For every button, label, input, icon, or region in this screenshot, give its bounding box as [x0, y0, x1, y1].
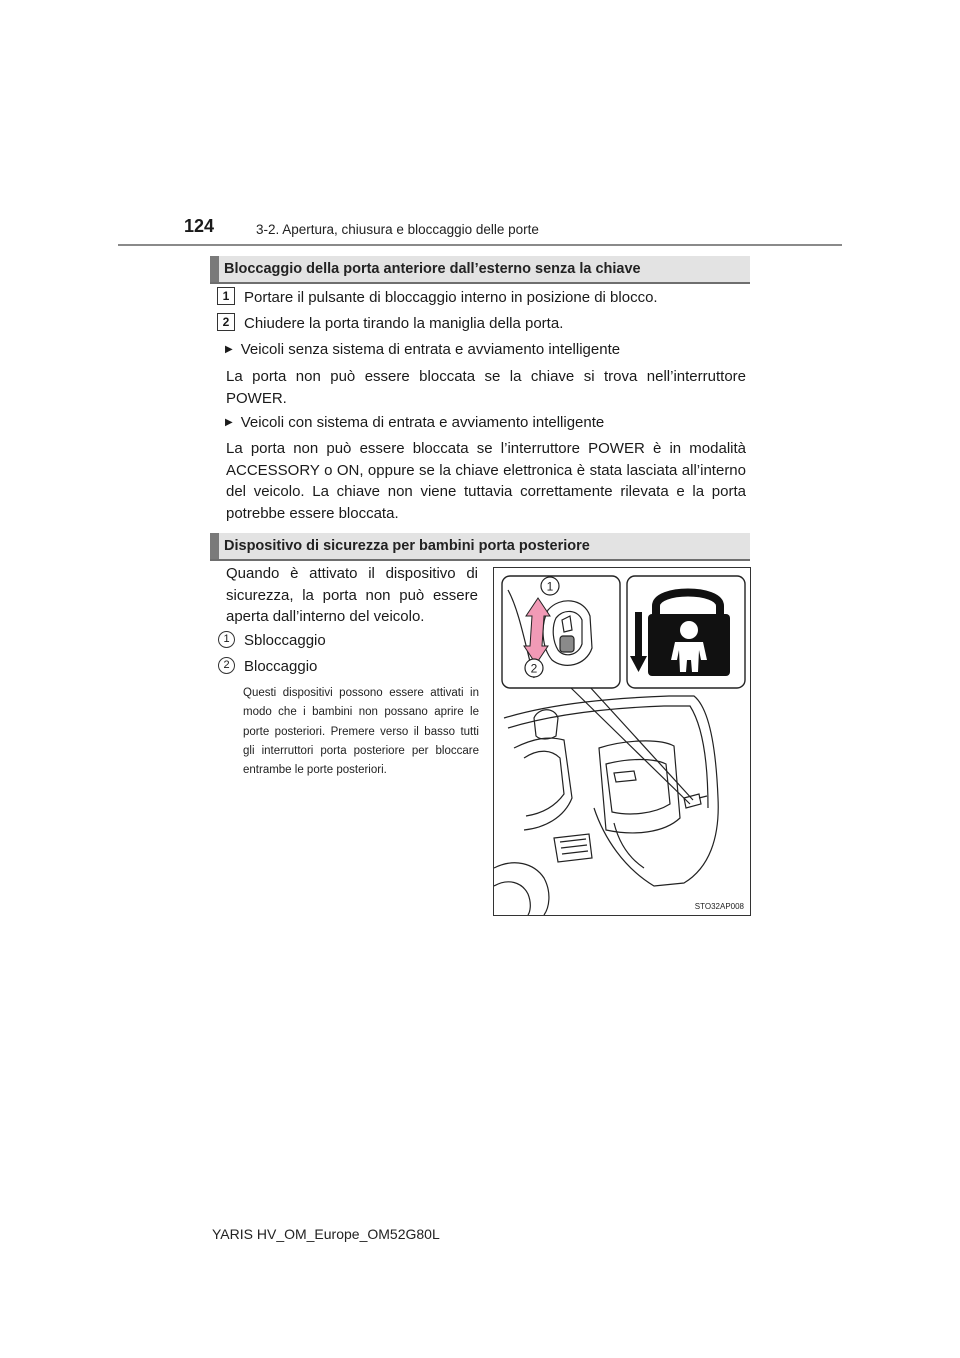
page-number: 124: [184, 216, 215, 236]
child-lock-drawing: [494, 568, 750, 915]
child-lock-intro: Quando è attivato il dispositivo di sicurezza, la porta non può essere aperta dall’interno del veicolo.: [226, 565, 478, 625]
child-lock-illustration: [493, 567, 751, 916]
section-heading-bar: [210, 256, 219, 282]
figure-callout-1: [541, 577, 559, 595]
callout-2-label: Bloccaggio: [244, 658, 318, 675]
detail-box: [502, 576, 620, 688]
case-1-heading-text: Veicoli senza sistema di entrata e avviamento intelligente: [240, 341, 621, 358]
step-1-text: Portare il pulsante di bloccaggio interno in posizione di blocco.: [244, 289, 658, 306]
figure-code: STO32AP008: [694, 902, 744, 911]
case-2-heading: [225, 414, 604, 431]
section-heading-text: Bloccaggio della porta anteriore dall’esterno senza la chiave: [224, 261, 641, 277]
step-2-badge: 2: [217, 313, 235, 331]
case-2-heading-text: Veicoli con sistema di entrata e avviamento intelligente: [240, 414, 605, 431]
figure-callout-2: [525, 659, 543, 677]
triangle-bullet-icon: ▶: [225, 417, 233, 428]
section-heading-child-lock: [210, 533, 750, 561]
case-1-paragraph: La porta non può essere bloccata se la chiave si trova nell’interruttore POWER.: [226, 368, 746, 407]
leader-lines: [569, 686, 693, 804]
child-lock-note: Questi dispositivi possono essere attivati in modo che i bambini non possano aprire le porte posteriori. Premere verso il basso tutti gli interruttori porta posteriore per bloccare entrambe le porte posteriori.: [243, 687, 479, 777]
callout-1-number: 1: [218, 631, 235, 648]
callout-2-number: 2: [218, 657, 235, 674]
triangle-bullet-icon: ▶: [225, 344, 233, 355]
door-sketch: [494, 696, 718, 915]
section-heading-text: Dispositivo di sicurezza per bambini porta posteriore: [224, 538, 590, 554]
footer-document-id: YARIS HV_OM_Europe_OM52G80L: [212, 1226, 440, 1242]
figure-label-1: 1: [546, 579, 554, 594]
section-heading-bar: [210, 533, 219, 559]
step-2-text: Chiudere la porta tirando la maniglia della porta.: [244, 315, 564, 332]
case-2-paragraph: La porta non può essere bloccata se l’interruttore POWER è in modalità ACCESSORY o ON, oppure se la chiave elettronica è stata lasciata all’interno del veicolo. La chiave non viene tuttavia correttamente rilevata e la porta potrebbe essere bloccata.: [226, 440, 746, 522]
callout-1-label: Sbloccaggio: [244, 632, 326, 649]
figure-label-2: 2: [530, 661, 538, 676]
section-heading-front-door-lock: [210, 256, 750, 284]
step-1-badge: 1: [217, 287, 235, 305]
case-1-heading: [225, 341, 620, 358]
header-rule: [118, 244, 842, 246]
section-reference: 3-2. Apertura, chiusura e bloccaggio delle porte: [256, 222, 539, 237]
